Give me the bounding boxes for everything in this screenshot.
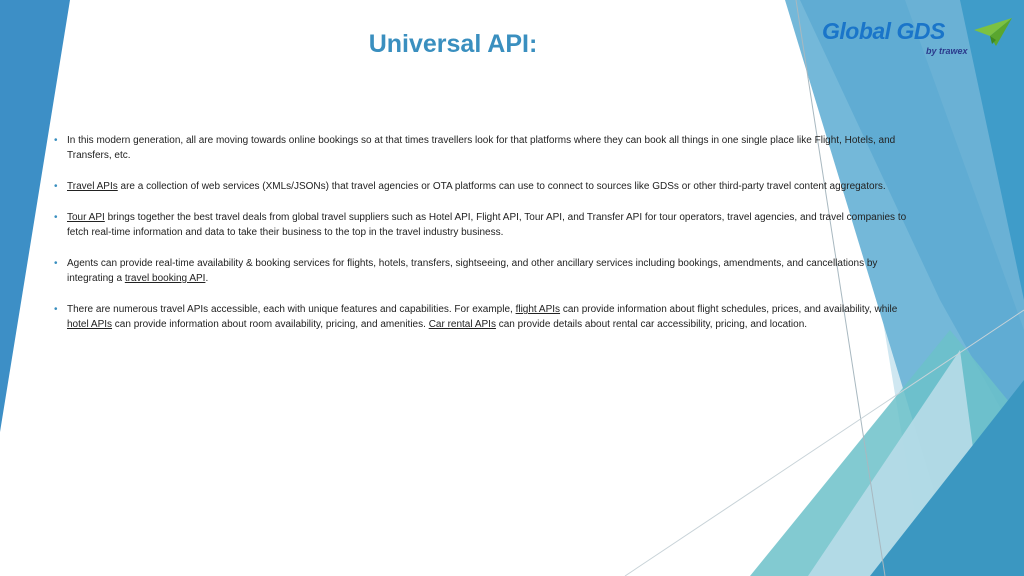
bullet-text-end: . xyxy=(205,273,209,284)
paper-plane-icon xyxy=(972,16,1014,48)
bullet-text: can provide information about room availability, pricing, and amenities. xyxy=(112,319,429,330)
list-item xyxy=(54,210,912,240)
bullet-text: brings together the best travel deals from global travel suppliers such as Hotel API, Flight API, Tour API, and Transfer API for tour operators, travel agencies, and travel companies to fetch real-time information and data to take their business to the top in the travel industry business. xyxy=(67,212,907,238)
list-item xyxy=(54,302,912,332)
bullet-marker: • xyxy=(54,212,58,223)
travel-apis-link[interactable]: Travel APIs xyxy=(67,181,118,192)
bullet-text: can provide details about rental car accessibility, pricing, and location. xyxy=(495,319,808,330)
bullet-list xyxy=(54,133,912,348)
bullet-marker: • xyxy=(54,135,58,146)
travel-booking-api-link[interactable]: travel booking API xyxy=(124,273,206,284)
logo-tagline: by trawex xyxy=(926,46,968,56)
bullet-text: There are numerous travel APIs accessible, each with unique features and capabilities. For example, xyxy=(67,304,516,315)
bullet-text: In this modern generation, all are moving towards online bookings so at that times travellers look for that platforms where they can book all things in one single place like Flight, Hotels, and Transfers, etc. xyxy=(67,135,896,161)
slide-title: Universal API: xyxy=(368,30,538,58)
global-gds-logo[interactable] xyxy=(822,16,1018,64)
hotel-apis-link[interactable]: hotel APIs xyxy=(67,319,113,330)
bullet-marker: • xyxy=(54,258,58,269)
bullet-text: are a collection of web services (XMLs/JSONs) that travel agencies or OTA platforms can use to connect to sources like GDSs or other third-party travel content aggregators. xyxy=(117,181,886,192)
flight-apis-link[interactable]: flight APIs xyxy=(515,304,561,315)
bullet-text: can provide information about flight schedules, prices, and availability, while xyxy=(560,304,898,315)
bullet-marker: • xyxy=(54,181,58,192)
logo-brand-text: Global GDS xyxy=(822,18,945,44)
tour-api-link[interactable]: Tour API xyxy=(67,212,105,223)
bullet-marker: • xyxy=(54,304,58,315)
list-item xyxy=(54,256,912,286)
list-item xyxy=(54,133,912,163)
car-rental-apis-link[interactable]: Car rental APIs xyxy=(428,319,496,330)
list-item xyxy=(54,179,912,194)
bullet-text: Agents can provide real-time availability & booking services for flights, hotels, transfers, sightseeing, and other ancillary services including bookings, amendments, and cancellations by integrating a xyxy=(67,258,878,284)
